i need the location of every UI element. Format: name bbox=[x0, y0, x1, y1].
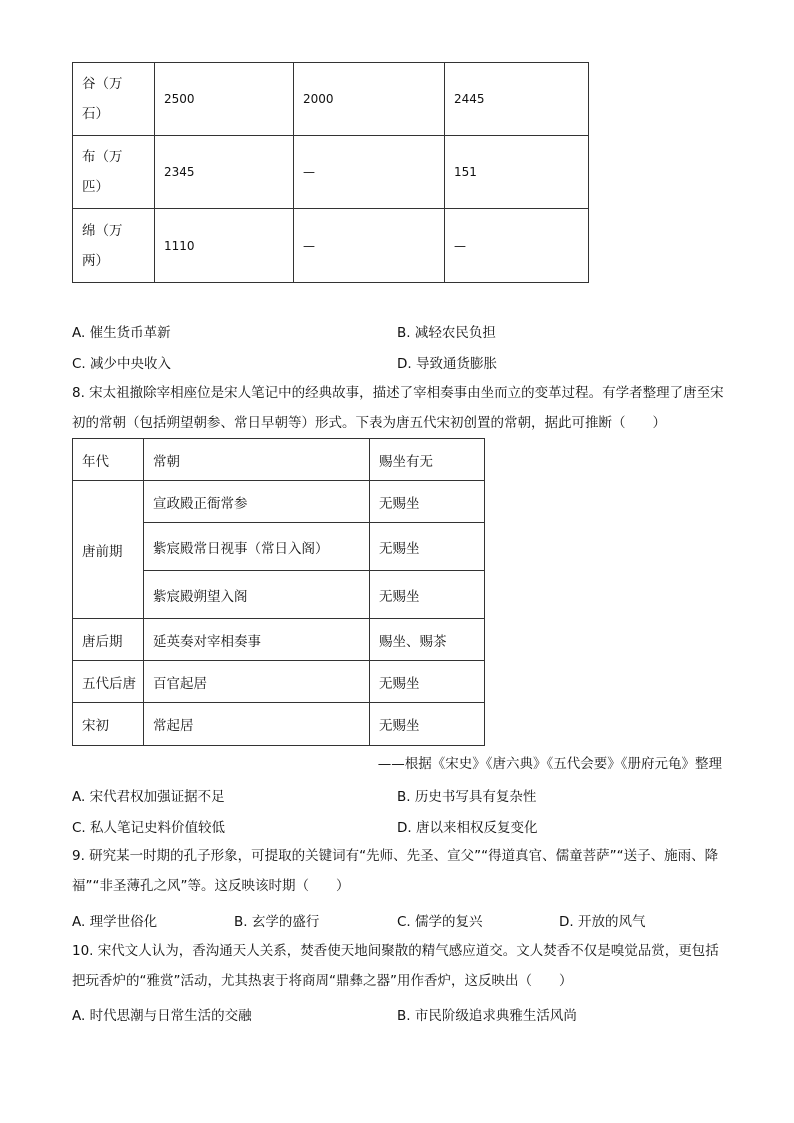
q9-option-c: C. 儒学的复兴 bbox=[397, 914, 483, 930]
table-row bbox=[73, 703, 485, 746]
q9-option-a: A. 理学世俗化 bbox=[72, 914, 158, 930]
table-row bbox=[73, 481, 485, 523]
era-cell: 唐后期 bbox=[73, 619, 144, 661]
table-row bbox=[73, 209, 589, 283]
table-row bbox=[73, 63, 589, 136]
table-cell: — bbox=[294, 209, 445, 283]
row-label: 谷（万 石） bbox=[73, 63, 155, 136]
table-cell: 2000 bbox=[294, 63, 445, 136]
header-court: 常朝 bbox=[144, 439, 370, 481]
table-cell: — bbox=[445, 209, 589, 283]
table-source-note: ——根据《宋史》《唐六典》《五代会要》《册府元龟》整理 bbox=[377, 756, 722, 772]
q7-option-c: C. 减少中央收入 bbox=[72, 356, 172, 372]
header-era: 年代 bbox=[73, 439, 144, 481]
table-cell: 无赐坐 bbox=[370, 523, 485, 571]
table-cell: 紫宸殿常日视事（常日入阁） bbox=[144, 523, 370, 571]
q8-option-b: B. 历史书写具有复杂性 bbox=[397, 789, 537, 805]
revenue-table bbox=[72, 62, 589, 283]
table-cell: 无赐坐 bbox=[370, 703, 485, 746]
q9-option-b: B. 玄学的盛行 bbox=[234, 914, 320, 930]
table-cell: 宣政殿正衙常参 bbox=[144, 481, 370, 523]
q9-stem: 9. 研究某一时期的孔子形象，可提取的关键词有“先师、先圣、宣父”“得道真官、儒童菩萨”“送子、施雨、降福”“非圣薄孔之风”等。这反映该时期（ ） bbox=[72, 848, 719, 894]
table-cell: 赐坐、赐茶 bbox=[370, 619, 485, 661]
table-cell: 151 bbox=[445, 136, 589, 209]
table-cell: 2345 bbox=[155, 136, 294, 209]
row-label: 布（万 匹） bbox=[73, 136, 155, 209]
table-cell: 常起居 bbox=[144, 703, 370, 746]
q8-option-d: D. 唐以来相权反复变化 bbox=[397, 820, 538, 836]
era-cell: 五代后唐 bbox=[73, 661, 144, 703]
q9-option-d: D. 开放的风气 bbox=[559, 914, 646, 930]
table-cell: 延英奏对宰相奏事 bbox=[144, 619, 370, 661]
era-cell: 宋初 bbox=[73, 703, 144, 746]
table-cell: — bbox=[294, 136, 445, 209]
table-cell: 百官起居 bbox=[144, 661, 370, 703]
table-cell: 2500 bbox=[155, 63, 294, 136]
q10-stem: 10. 宋代文人认为，香沟通天人关系，焚香使天地间聚散的精气感应道交。文人焚香不仅是嗅觉品赏，更包括把玩香炉的“雅赏”活动，尤其热衷于将商周“鼎彝之器”用作香炉，这反映出（ ） bbox=[72, 943, 719, 989]
q10-option-b: B. 市民阶级追求典雅生活风尚 bbox=[397, 1008, 577, 1024]
table-cell: 无赐坐 bbox=[370, 481, 485, 523]
table-row bbox=[73, 619, 485, 661]
q7-option-a: A. 催生货币革新 bbox=[72, 325, 171, 341]
row-label: 绵（万 两） bbox=[73, 209, 155, 283]
q7-option-d: D. 导致通货膨胀 bbox=[397, 356, 497, 372]
table-cell: 1110 bbox=[155, 209, 294, 283]
q8-option-a: A. 宋代君权加强证据不足 bbox=[72, 789, 225, 805]
q7-option-b: B. 减轻农民负担 bbox=[397, 325, 496, 341]
header-seat: 赐坐有无 bbox=[370, 439, 485, 481]
era-cell: 唐前期 bbox=[73, 481, 144, 619]
table-cell: 无赐坐 bbox=[370, 661, 485, 703]
table-header-row bbox=[73, 439, 485, 481]
table-cell: 紫宸殿朔望入阁 bbox=[144, 571, 370, 619]
q8-stem: 8. 宋太祖撤除宰相座位是宋人笔记中的经典故事，描述了宰相奏事由坐而立的变革过程。有学者整理了唐至宋初的常朝（包括朔望朝参、常日早朝等）形式。下表为唐五代宋初创置的常朝，据此可推断（ ） bbox=[72, 385, 724, 431]
court-table bbox=[72, 438, 485, 746]
table-row bbox=[73, 661, 485, 703]
table-row bbox=[73, 136, 589, 209]
q8-option-c: C. 私人笔记史料价值较低 bbox=[72, 820, 226, 836]
q10-option-a: A. 时代思潮与日常生活的交融 bbox=[72, 1008, 252, 1024]
table-cell: 无赐坐 bbox=[370, 571, 485, 619]
table-cell: 2445 bbox=[445, 63, 589, 136]
